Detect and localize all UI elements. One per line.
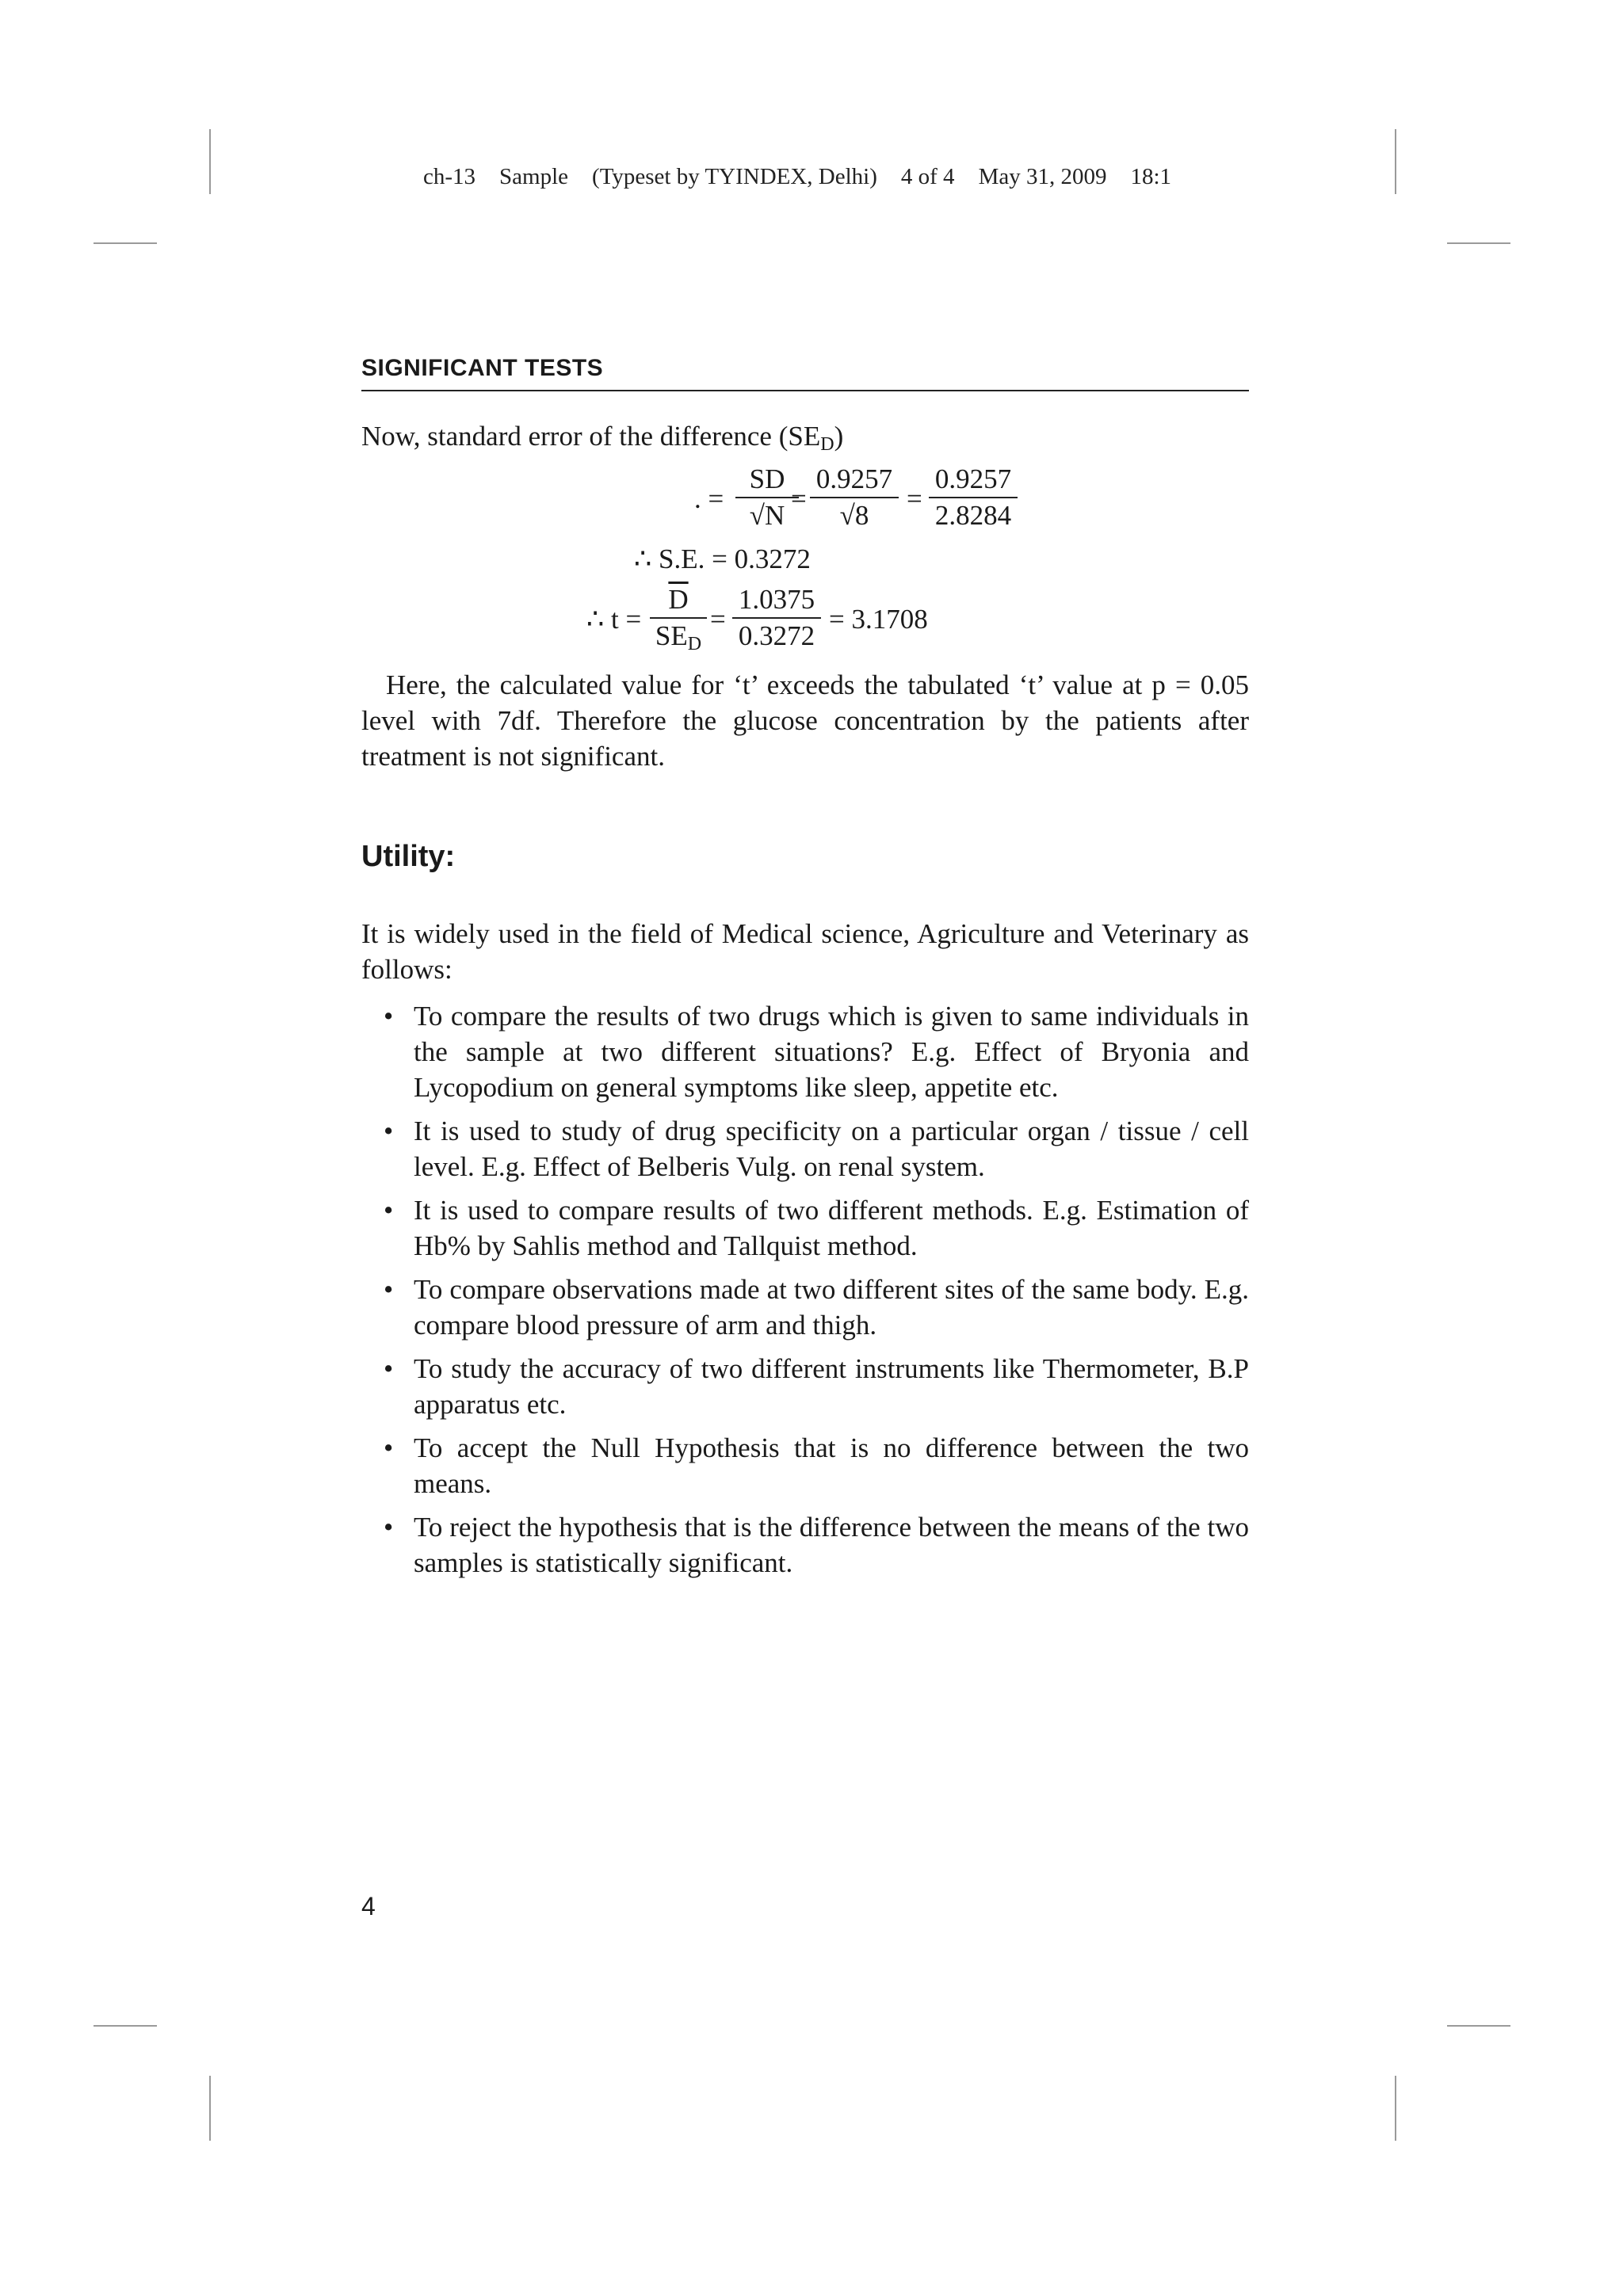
eq1-equals: = [791, 483, 807, 514]
list-item-text: To reject the hypothesis that is the difference between the means of the two samples is statistically significant. [414, 1512, 1249, 1578]
page-number: 4 [361, 1892, 376, 1920]
intro-sub: D [820, 434, 834, 455]
crop-mark [1395, 129, 1396, 194]
eq2-line: ∴ S.E. = 0.3272 [634, 543, 811, 574]
list-item [361, 1113, 1249, 1184]
intro-close: ) [834, 421, 844, 452]
list-item-text: It is used to compare results of two different methods. E.g. Estimation of Hb% by Sahlis method and Tallquist method. [414, 1195, 1249, 1261]
bullet-icon: • [384, 1274, 394, 1305]
crop-mark [94, 2025, 157, 2027]
bullet-icon: • [384, 1432, 394, 1463]
eq3-f1-den: SE [655, 620, 688, 651]
eq3-fraction-2 [732, 584, 821, 652]
eq3-f2-den: 0.3272 [738, 620, 815, 651]
list-item-text: It is used to study of drug specificity on a particular organ / tissue / cell level. E.g. Effect of Belberis Vulg. on renal system. [414, 1116, 1249, 1182]
eq3-equals: = [710, 604, 726, 635]
crop-mark [1395, 2076, 1396, 2141]
eq3-f2-num: 1.0375 [732, 584, 821, 619]
bullet-icon: • [384, 1353, 394, 1384]
eq3-lead: ∴ t = [586, 604, 642, 635]
eq1-f3-num: 0.9257 [929, 463, 1018, 498]
crop-mark [1447, 242, 1510, 244]
eq1-lead: . = [694, 483, 724, 514]
list-item [361, 998, 1249, 1105]
intro-text: Now, standard error of the difference (SE [361, 421, 821, 452]
list-item [361, 1192, 1249, 1264]
eq3-result: = 3.1708 [829, 604, 928, 635]
utility-heading: Utility: [361, 840, 456, 873]
header-sample: Sample [499, 164, 569, 189]
list-item-text: To compare the results of two drugs which is given to same individuals in the sample at two different situations? E.g. Effect of Bryonia and Lycopodium on general symptoms like sleep, appetite etc. [414, 1001, 1249, 1103]
list-item [361, 1351, 1249, 1422]
crop-mark [94, 242, 157, 244]
list-item [361, 1272, 1249, 1343]
crop-mark [1447, 2025, 1510, 2027]
eq1-fraction-2 [810, 463, 899, 532]
eq1-f3-den: 2.8284 [934, 500, 1012, 531]
bullet-icon: • [384, 1001, 394, 1032]
eq1-f1-num: SD [735, 463, 799, 498]
bullet-icon: • [384, 1116, 394, 1146]
eq1-f2-den: √8 [839, 500, 869, 531]
utility-intro: It is widely used in the field of Medical science, Agriculture and Veterinary as follows: [361, 918, 1249, 985]
eq1-fraction-1 [735, 463, 799, 532]
header-time: 18:1 [1130, 164, 1172, 189]
running-head: SIGNIFICANT TESTS [361, 355, 1249, 391]
header-chapter: ch-13 [423, 164, 476, 189]
list-item [361, 1509, 1249, 1581]
header-pages: 4 of 4 [900, 164, 955, 189]
bullet-icon: • [384, 1195, 394, 1226]
bullet-icon: • [384, 1512, 394, 1543]
list-item-text: To compare observations made at two different sites of the same body. E.g. compare blood pressure of arm and thigh. [414, 1274, 1249, 1341]
header-typeset: (Typeset by TYINDEX, Delhi) [592, 164, 877, 189]
header-date: May 31, 2009 [978, 164, 1107, 189]
intro-line [361, 418, 1249, 463]
eq1-equals: = [907, 483, 922, 514]
crop-mark [209, 129, 211, 194]
eq1-fraction-3 [929, 463, 1018, 532]
list-item-text: To accept the Null Hypothesis that is no difference between the two means. [414, 1432, 1249, 1499]
crop-mark [209, 2076, 211, 2141]
typeset-header [423, 164, 1195, 190]
eq3-f1-num: $\overline{D}$ [650, 584, 707, 619]
eq3-f1-den-wrap [650, 619, 707, 660]
eq1-f2-num: 0.9257 [810, 463, 899, 498]
eq3-fraction-1 [650, 584, 707, 660]
conclusion-paragraph: Here, the calculated value for ‘t’ exceeds the tabulated ‘t’ value at p = 0.05 level with 7df. Therefore the glucose concentration by the patients after treatment is not significant. [361, 669, 1249, 772]
eq1-f1-den: √N [749, 500, 785, 531]
eq3-f1-den-sub: D [687, 634, 702, 654]
utility-list [361, 998, 1249, 1589]
list-item-text: To study the accuracy of two different instruments like Thermometer, B.P apparatus etc. [414, 1353, 1249, 1420]
list-item [361, 1430, 1249, 1501]
